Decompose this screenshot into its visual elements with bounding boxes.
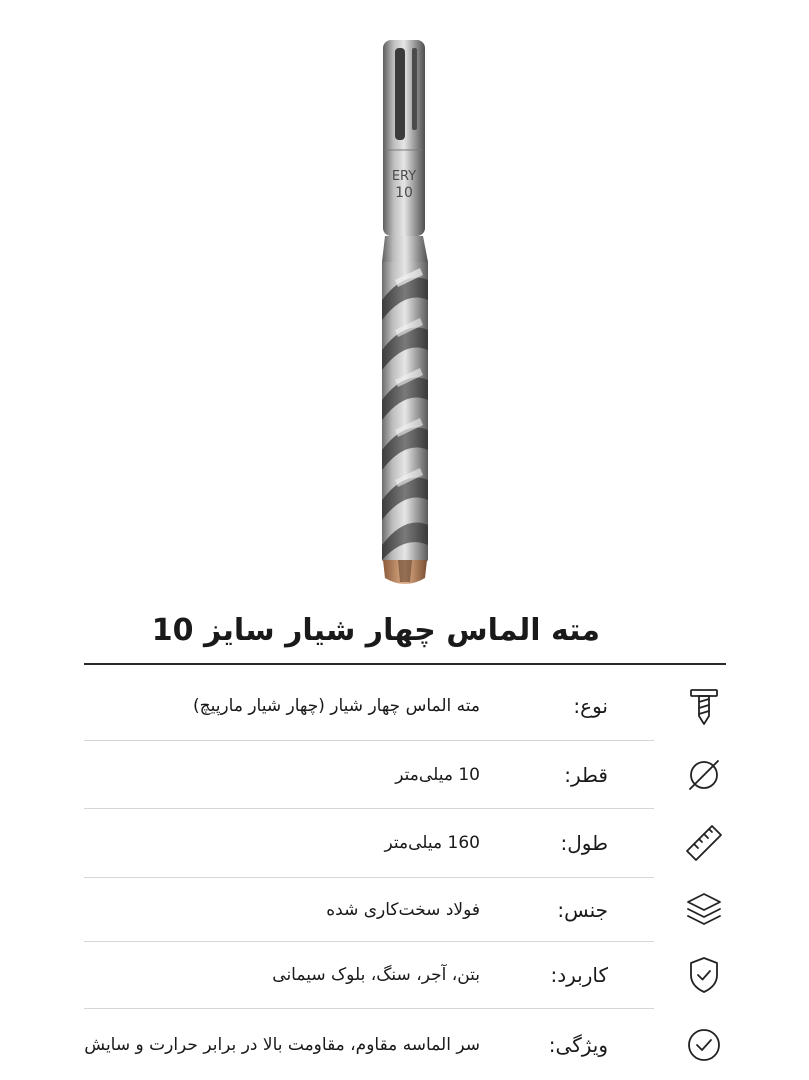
spec-value-feature: سر الماسه مقاوم، مقاومت بالا در برابر حرارت و سایش <box>84 1034 480 1055</box>
spec-label-application: کاربرد: <box>550 963 608 987</box>
spec-value-type: مته الماس چهار شیار (چهار شیار مارپیچ) <box>192 696 480 716</box>
product-title: مته الماس چهار شیار سایز 10 <box>151 613 600 648</box>
spec-label-diameter: قطر: <box>564 762 608 787</box>
spec-row-type <box>84 672 726 740</box>
spec-row-diameter <box>84 741 726 808</box>
spec-value-length: 160 میلی‌متر <box>384 833 480 853</box>
ruler-icon <box>682 821 726 865</box>
spec-label-material: جنس: <box>557 897 608 922</box>
title-divider <box>84 663 726 665</box>
spec-row-length <box>84 809 726 877</box>
spec-row-feature <box>84 1009 726 1080</box>
check-circle-icon <box>682 1023 726 1067</box>
shank-marking-brand: ERY <box>391 169 417 184</box>
diameter-icon <box>682 753 726 797</box>
spec-row-application <box>84 942 726 1008</box>
layers-icon <box>682 888 726 932</box>
spec-label-feature: ویژگی: <box>548 1032 608 1057</box>
shank-marking-size: 10 <box>395 185 413 201</box>
spec-value-diameter: 10 میلی‌متر <box>395 764 480 785</box>
spec-value-material: فولاد سخت‌کاری شده <box>326 899 480 920</box>
spec-label-length: طول: <box>560 831 608 855</box>
spec-row-material <box>84 878 726 941</box>
drill-bit-icon <box>682 684 726 728</box>
spec-value-application: بتن، آجر، سنگ، بلوک سیمانی <box>272 965 480 985</box>
spec-label-type: نوع: <box>573 694 608 718</box>
shield-check-icon <box>682 953 726 997</box>
